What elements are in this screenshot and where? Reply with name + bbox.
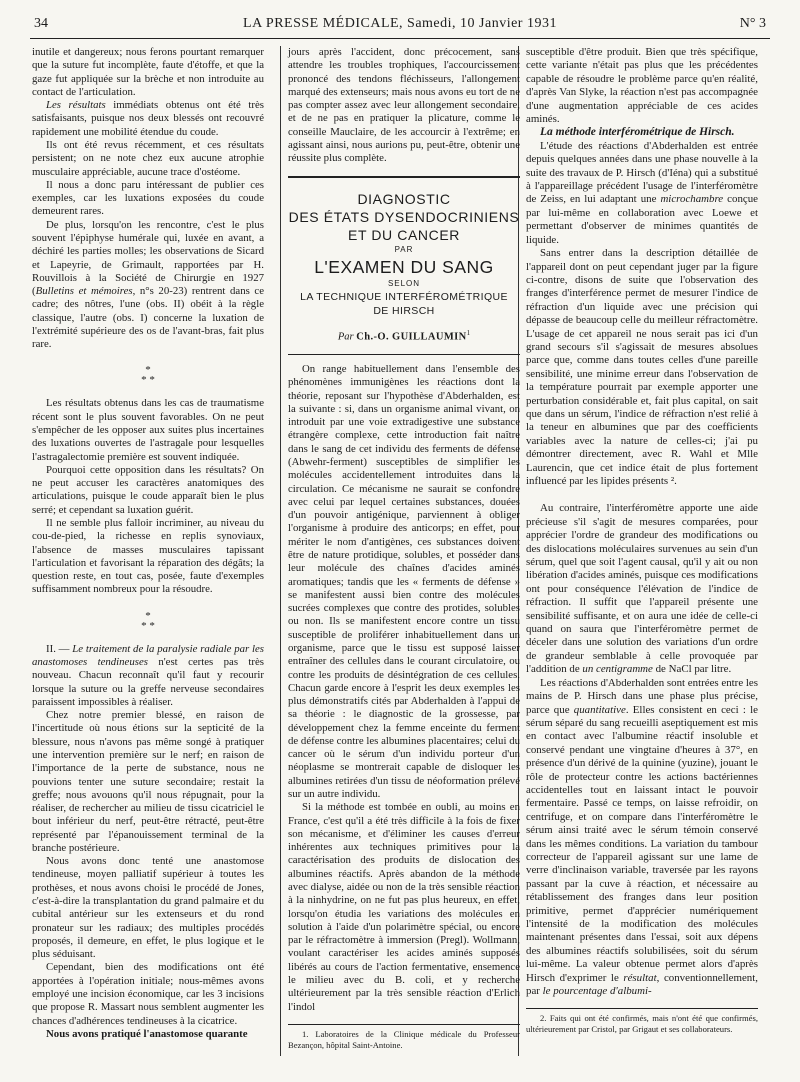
paragraph-text: Au contraire, l'interféromètre apporte une aide précieuse s'il s'agit de mesures comparées, pour apprécier l'ordre de grandeur des modifications ou des dislocations moléculaires survenues au sein d'un sérum, quel que soit l'agent causal, qu'il y ait ou non libération d'acides aminés, puisque ces modifications ont pour conséquence l'élévation de l'indice de réfraction. Il suffit que l'appareil présente une sensibilité suffisante, et on aura une idée de celle-ci quand on saura que l'interféromètre permet de déceler dans une solution des variations d'un ordre de grandeur semblable à celle provoquée par l'addition de — [526, 502, 758, 676]
paragraph: Il ne semble plus falloir incriminer, au niveau du cou-de-pied, la richesse en replis synoviaux, l'absence de masses musculaires tapissant l'articulation et favorisant la réparation des dégâts; la question reste, en tout cas, posée, faute d'exemples suffisamment nombreux pour la résoudre. — [32, 517, 264, 596]
italic-text: quantitative — [573, 703, 626, 716]
paragraph-text: L'étude des réactions d'Abderhalden est entrée depuis quelques années dans une phase nouvelle à la suite des travaux de P. Hirsch (d'Iéna) qui a substitué à l'appareillage précédent l'usage de l'interféromètre de Zeiss, en lui adaptant une — [526, 139, 758, 206]
paragraph-text: de NaCl par litre. — [652, 663, 732, 676]
paragraph-text: conçue par lui-même en collaboration avec Loewe et permettant d'observer de minimes quantités de liquide. — [526, 193, 759, 246]
paragraph: Cependant, bien des modifications ont été apportées à l'opération initiale; nous-mêmes avons employé une incision économique, car les 3 incisions que propose R. Massart nous semblent augmenter les chances d'adhérences tendineuses à la cicatrice. — [32, 961, 264, 1027]
article-subtitle-line: DE HIRSCH — [373, 304, 435, 317]
paragraph — [32, 219, 264, 352]
paragraph-text: , conventionnellement, par — [526, 971, 758, 998]
article-title-line: DES ÉTATS DYSENDOCRINIENS — [288, 208, 520, 225]
article-title-main: L'EXAMEN DU SANG — [314, 256, 494, 277]
footnote-rule — [288, 1024, 520, 1025]
footnote: 1. Laboratoires de la Clinique médicale du Professeur Bezançon, hôpital Saint-Antoine. — [288, 1028, 520, 1050]
article-title-connector: SELON — [387, 278, 421, 288]
page-header — [30, 14, 770, 36]
italic-text: Les résultats — [46, 99, 106, 112]
paragraph: On range habituellement dans l'ensemble des phénomènes immunigènes les réactions dont la théorie, reposant sur l'hypothèse d'Abderhalden, est la suivante : si, dans un organisme animal vivant, on introduit par une voie extradigestive une substance étrangère complexe, cette introduction fait naître dans le sang de cet individu des ferments de défense (Abwehr-ferment) susceptibles de simplifier les molécules accidentellement introduites dans la circulation. Ce mécanisme ne saurait se confondre avec celui par lequel certaines substances, douées d'un pouvoir antigénique, parviennent à obliger l'organisme à produire des anticorps; en effet, pour mériter le nom d'antigènes, ces substances doivent être de nature protidique, solubles, et posséder dans leur molécule des chaînes d'acides aminés aromatiques; tandis que les « ferments de défense » se manifestent aussi bien contre des molécules sucrées complexes que contre des protides, solubles ou non. Ils se manifestent encore contre un tissu susceptible de proliférer inhabituellement dans un organisme, parce que le tissu est supposé laisser entraîner des cellules dans le courant circulatoire, ou contre les produits de désintégration de ces cellules. Chacun garde encore à l'esprit les deux exemples les plus démonstratifs cités par Abderhalden à l'appui de sa théorie : le diagnostic de la grossesse, par développement chez la femme enceinte du ferment de défense contre les albumines placentaires; celui du cancer où le sérum d'un individu porteur d'un néoplasme se montrerait capable de disloquer les albumines retirées d'un tissu de néoformation prélevé sur un autre individu. — [288, 363, 520, 801]
paragraph: susceptible d'être produit. Bien que très spécifique, cette variante n'était pas plus que les précédentes capable de résoudre le problème parce qu'en réalité, d'après Van Slyke, la réaction n'est pas accompagnée d'une augmentation appréciable de ces acides aminés. — [526, 46, 758, 126]
column-3 — [526, 46, 758, 1056]
column-divider — [280, 46, 281, 1056]
italic-text: Bulletins et mémoires — [35, 285, 133, 298]
paragraph-text: n'est certes pas très nouveau. Chacun reconnaît qu'il faut y recourir lorsque la suture ou la greffe nerveuse secondaires paraissent impossibles à réaliser. — [32, 655, 264, 708]
paragraph — [32, 1028, 264, 1041]
paragraph-text: Les réactions d'Abderhalden sont entrées entre les mains de P. Hirsch dans une phase plus précise, parce que — [526, 676, 758, 716]
header-rule — [30, 38, 770, 39]
article-title-line: DIAGNOSTIC — [357, 190, 451, 207]
paragraph-text: De plus, lorsqu'on les rencontre, c'est le plus souvent l'épiphyse humérale qui, luxée en avant, a déchiré les parties molles; les observations de Sicard et Lapeyrie, de Grimault, rapportées par H. Rouvillois à la Société de Chirurgie en 1927 ( — [32, 218, 264, 298]
publication-title: LA PRESSE MÉDICALE, Samedi, 10 Janvier 1931 — [243, 16, 557, 31]
italic-text: Le traitement de la paralysie radiale par les anastomoses tendineuses — [32, 642, 264, 668]
issue-number: N° 3 — [739, 16, 766, 31]
paragraph — [526, 677, 758, 999]
section-separator: * * * — [141, 364, 155, 387]
article-title-block — [288, 176, 520, 356]
paragraph: jours après l'accident, donc précocement, sans attendre les troubles trophiques, l'accourcissement prononcé des tendons fléchisseurs, l'allongement marqué des extenseurs; mais nous avons eu tort de ne pas compter assez avec leur allongement secondaire, et de ne pas en pratiquer la plicature, comme le conseille Mauclaire, de les accourcir à l'extrême; en agissant ainsi, nous aurions pu, peut-être, obtenir une réussite plus complète. — [288, 46, 520, 165]
italic-text: microchambre — [660, 193, 724, 206]
paragraph: Ils ont été revus récemment, et ces résultats persistent; on ne note chez eux aucune atrophie musculaire appréciable, aucune trace d'ostéome. — [32, 138, 264, 178]
column-1 — [32, 46, 264, 1056]
author-prefix: Par — [337, 331, 357, 343]
section-heading: La méthode interférométrique de Hirsch. — [540, 126, 735, 139]
paragraph-text: immédiats obtenus ont été très satisfaisants, puisque nos deux blessés ont recouvré rapidement une mobilité étendue du coude. — [32, 99, 264, 138]
paragraph: Il nous a donc paru intéressant de publier ces exemples, car les luxations exposées du coude demeurent rares. — [32, 178, 264, 218]
footnote-rule — [526, 1008, 758, 1009]
footnote-marker: 1 — [466, 328, 471, 337]
italic-text: un centigramme — [582, 663, 653, 676]
paragraph: Pourquoi cette opposition dans les résultats? On ne peut accuser les caractères anatomiques des articulations, puisque le coude apparaît bien le plus serré; et cependant sa luxation guérit. — [32, 463, 264, 516]
article-title-line: ET DU CANCER — [348, 226, 460, 243]
article-author — [288, 326, 520, 345]
bold-text: Nous avons pratiqué l'anastomose quarante — [46, 1027, 248, 1040]
paragraph: inutile et dangereux; nous ferons pourtant remarquer que la suture fut incomplète, faute d'étoffe, et que la gaze fut appliquée sur la brèche et non introduite au contact de l'articulation. — [32, 46, 264, 98]
paragraph: Nous avons donc tenté une anastomose tendineuse, moyen palliatif supérieur à toutes les prothèses, et nous avons choisi le procédé de Jones, c'est-à-dire la transplantation du grand palmaire et du cubital antérieur sur les extenseurs et du rond pronateur sur les radiaux; des multiples procédés proposés, il demeure, en effet, le plus logique et le plus séduisant. — [32, 855, 264, 961]
article-title-connector: PAR — [394, 244, 414, 254]
paragraph — [32, 99, 264, 139]
paragraph — [526, 502, 758, 676]
paragraph: Sans entrer dans la description détaillée de l'appareil dont on peut cependant juger par la figure ci-contre, disons de suite que l'observation des franges d'interférence permet de mesurer l'indice de réfraction d'un liquide avec une précision qui dépasse de beaucoup celle du meilleur réfractomètre. L'usage de cet appareil ne nous serait pas ici d'un grand secours s'il s'agissait de mesures absolues parce que, comme dans toutes celles d'une pareille sensibilité, une minime erreur dans l'observation de la température pourrait par exemple apporter une perturbation considérable et, fait plus capital, on sait que dans un sérum, l'indice de réfraction n'est relié à la teneur en albumines que par des coefficients variables avec la nature de celles-ci; j'ai pu démontrer directement, avec R. Wahl et Mlle Laurencin, que cet indice était de plus fortement influencé par les lipides présents ². — [526, 247, 758, 487]
paragraph — [32, 643, 264, 709]
footnote: 2. Faits qui ont été confirmés, mais n'ont été que confirmés, ultérieurement par Cristol, par Grigaut et ses collaborateurs. — [526, 1013, 758, 1035]
column-2 — [288, 46, 520, 1056]
italic-text: le pourcentage d'albumi- — [542, 985, 652, 998]
italic-text: résultat — [623, 971, 657, 984]
paragraph-text: , n°s 20-23) rentrent dans ce cadre; des nôtres, l'une (obs. II) obéit à la règle classique, l'autre (obs. I) concerne la luxation de l'extrémité supérieure des os de l'avant-bras, fait plus rare. — [32, 285, 264, 351]
article-subtitle-line: LA TECHNIQUE INTERFÉROMÉTRIQUE — [300, 290, 508, 303]
author-name: Ch.-O. GUILLAUMIN — [356, 331, 467, 343]
section-number: II. — — [46, 642, 73, 655]
paragraph-text: . Elles consistent en ceci : le sérum séparé du sang recueilli aseptiquement est mis en contact avec l'albumine réactif insoluble et conservé pendant une vingtaine d'heures à 37°, en présence d'un dérivé de la quinine (yuzine), jouant le rôle de protecteur contre les actions bactériennes accidentelles tout en laissant intact le pouvoir fermentaire. Passé ce temps, on laisse refroidir, on centrifuge, et on compare dans l'interféromètre le sérum ainsi traité avec le sérum témoin conservé dans les mêmes conditions. La variation du tambour correcteur de l'appareil agissant sur une lame de verre d'inclinaison variable, traversée par les rayons passant par la cuve à réaction, et nécessaire au rétablissement des franges dans leur position primitive, permet d'apprécier numériquement l'intensité de la modification des molécules maintenant présentes dans l'essai, soit aux dépens des albumines réactifs solubilisées, soit du sérum lui-même. La valeur obtenue permet alors d'après Hirsch d'exprimer le — [526, 703, 758, 984]
paragraph — [526, 140, 758, 247]
paragraph: Si la méthode est tombée en oubli, au moins en France, c'est qu'il a été très difficile à la fois de fixer son mécanisme, et d'éliminer les causes d'erreur inhérentes aux techniques primitives pour la caractérisation des produits de dislocation des albumines réactifs. Après abandon de la méthode avec dialyse, aidée ou non de la très sensible réaction à la ninhydrine, on ne fut pas plus heureux, en effet, lorsqu'on étudia les variations des molécules en solution à l'aide d'un polarimètre spécial, ou encore par le réfractomètre à immersion (Pregl). Wollmann, voulant caractériser les acides aminés supposés libérés au cours de l'action fermentative, ensemence le milieu avec du B. coli, et y recherche ultérieurement par la très sensible réaction d'Erlich l'indol — [288, 801, 520, 1013]
section-separator: * * * — [141, 609, 155, 632]
page-number: 34 — [34, 16, 48, 31]
paragraph: Les résultats obtenus dans les cas de traumatisme récent sont le plus souvent favorables. On ne peut s'empêcher de les opposer aux suites plus incertaines des luxations ouvertes de l'astragale pour lesquelles l'astragalectomie première est souvent indiquée. — [32, 397, 264, 463]
paragraph: Chez notre premier blessé, en raison de l'incertitude où nous étions sur la septicité de la blessure, nous n'avons pas même songé à pratiquer une intervention première sur le nerf; en raison de l'importance de la perte de substance, nous ne pouvions tenter une suture secondaire; restait la greffe; nous avouons qu'il nous répugnait, pour la réaliser, de rechercher au milieu de tissu cicatriciel le bout inférieur du nerf, peut-être rétracté, peut-être représenté par l'épanouissement terminal de la branche postérieure. — [32, 709, 264, 854]
